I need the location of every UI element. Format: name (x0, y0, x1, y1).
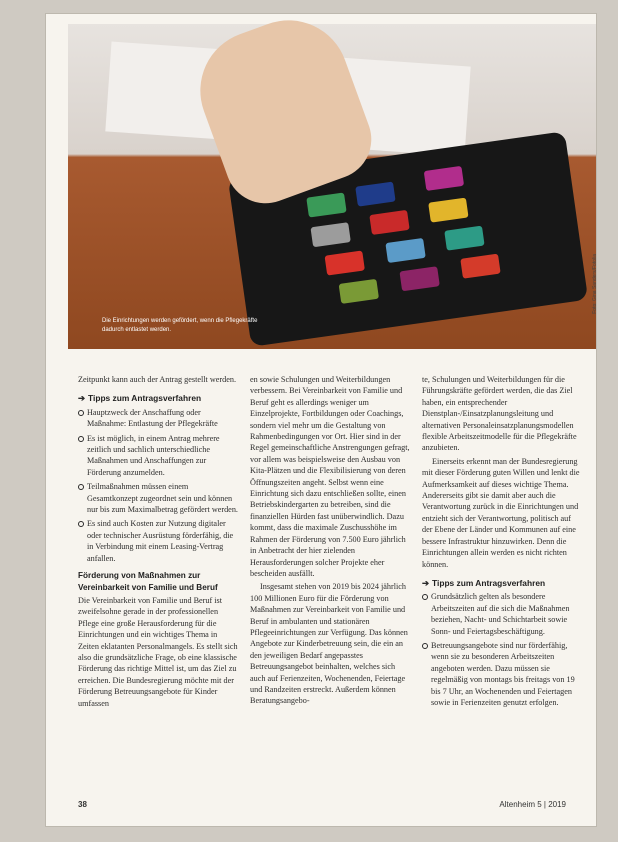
photo-caption: Die Einrichtungen werden gefördert, wenn die Pflegekräfte dadurch entlastet werden. (102, 318, 258, 333)
tips-heading: ➔ Tipps zum Antragsverfahren (422, 577, 546, 588)
tips-list (422, 591, 582, 708)
section-text: Die Vereinbarkeit von Familie und Beruf ist zweifelsohne gerade in der professionellen Pflege eine große Herausforderung für die Einrichtungen und ein wichtiges Thema in Zeiten eklatanten Personalmangels. Es stellt sich also die grundsätzliche Frage, ob eine klassische Förderung das richtige Mittel ist, um das Ziel zu erreichen. Die Bundesregierung möchte mit der Förderung Betreuungsangebote für Kinder umfassen (78, 595, 238, 708)
page-number: 38 (78, 800, 87, 809)
article-body (78, 374, 586, 804)
paragraph: Einerseits erkennt man der Bundesregierung mit dieser Förderung guten Willen und lenkt die Aufmerksamkeit auf dieses wichtige Thema. Andererseits gibt sie damit aber auch die Verantwortung zurück in die Einrichtungen und entzieht sich der Verantwortung, politisch auf der Ebene der Länder und Kommunen auf eine bessere Infrastruktur hinzuwirken. Denn die Einrichtungen allein werden es nicht richten können. (422, 456, 580, 569)
app-icon (310, 222, 350, 247)
app-icon (339, 279, 379, 304)
arrow-icon: ➔ (422, 577, 430, 588)
photo-credit: Foto: Gina Sanders/Fotolia (592, 254, 598, 314)
list-item: Teilmaßnahmen müssen einem Gesamtkonzept zugeordnet sein und können nur bis zum Maximalbetrag gefördert werden. (78, 481, 238, 515)
app-icon (444, 226, 484, 251)
magazine-page (46, 14, 596, 826)
app-icon (460, 254, 500, 279)
column-1 (78, 374, 238, 711)
app-icon (306, 192, 346, 217)
list-item: Es ist möglich, in einem Antrag mehrere zeitlich und sachlich unterschiedliche Maßnahmen und Anschaffungen zur Förderung anzumelden. (78, 433, 238, 479)
intro-text: Zeitpunkt kann auch der Antrag gestellt werden. (78, 375, 237, 384)
list-item: Es sind auch Kosten zur Nutzung digitaler oder technischer Ausrüstung förderfähig, die in Verbindung mit einem Leasing-Vertrag anfallen. (78, 518, 238, 564)
app-icon (325, 250, 365, 275)
paragraph: en sowie Schulungen und Weiterbildungen verbessern. Bei Vereinbarkeit von Familie und Beruf geht es allerdings weniger um Einzelprojekte, Fortbildungen oder Coachings, sondern viel mehr um die Gestaltung von Rahmenbedingungen vor Ort. Hier sind in der Regel gemeinschaftliche Anstrengungen gefragt, vor allem was beispielsweise den Ausbau von Kita-Plätzen und die Flexibilisierung von deren Öffnungszeiten angeht. Selbst wenn eine Einrichtung sich dazu entschließen sollte, einen Betriebskindergarten zu betreiben, sind die finanziellen Hürden fast unüberwindlich. Dazu kommt, dass die maximale Zuschusshöhe im Rahmen der Förderung von 7.500 Euro jährlich in Anbetracht der hier zielenden Herausforderungen solcher Projekte eher bescheiden ausfällt. (250, 375, 410, 578)
section-heading: Förderung von Maßnahmen zur Vereinbarkeit von Familie und Beruf (78, 571, 218, 592)
tips-list (78, 407, 238, 564)
tips-heading: ➔ Tipps zum Antragsverfahren (78, 393, 202, 404)
app-icon (399, 266, 439, 291)
header-photo (68, 24, 596, 349)
magazine-issue: Altenheim 5 | 2019 (499, 800, 566, 809)
column-3 (422, 374, 582, 711)
app-icon (355, 182, 395, 207)
paragraph: Insgesamt stehen von 2019 bis 2024 jährlich 100 Millionen Euro für die Förderung von Maßnahmen zur Vereinbarkeit von Familie und Beruf in ambulanten und stationären Pflegeeinrichtungen zur Verfügung. Das können Angebote zur Kinderbetreuung sein, die ein an den jeweiligen Bedarf angepasstes Betreuungsangebot beinhalten, welches sich auch auf Ferienzeiten, Wochenenden, Feiertage und Randzeiten erstreckt. Außerdem können Beratungsangebo- (250, 582, 408, 706)
paragraph: te, Schulungen und Weiterbildungen für die Führungskräfte gefördert werden, die das Ziel haben, ein entsprechender Dienstplan-/Einsatzplanungsleitung und alternativen Personaleinsatzplanungsmodellen flexible Arbeitszeitmodelle für die Pflegekräfte anzubieten. (422, 375, 577, 453)
list-item: Betreuungsangebote sind nur förderfähig, wenn sie zu besonderen Arbeitszeiten angeboten werden. Dazu müssen sie regelmäßig von montags bis freitags von 19 bis 7 Uhr, an Wochenenden und Feiertagen sowie in Ferienzeiten genutzt erfolgen. (422, 640, 582, 708)
list-item: Hauptzweck der Anschaffung oder Maßnahme: Entlastung der Pflegekräfte (78, 407, 238, 430)
list-item: Grundsätzlich gelten als besondere Arbeitszeiten auf die sich die Maßnahmen beziehen, Nacht- und Schichtarbeit sowie Sonn- und Feiertagsbeschäftigung. (422, 591, 582, 637)
app-icon (369, 210, 409, 235)
arrow-icon: ➔ (78, 393, 86, 404)
app-icon (424, 166, 464, 191)
column-2 (250, 374, 410, 709)
app-icon (428, 198, 468, 223)
app-icon (385, 238, 425, 263)
